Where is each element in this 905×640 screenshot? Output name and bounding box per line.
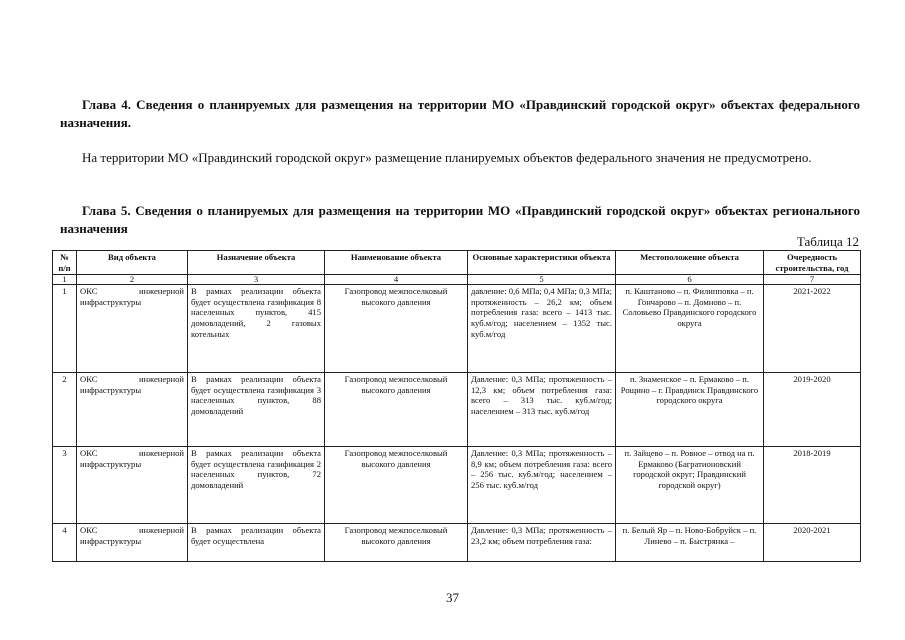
cell-year: 2019-2020 (764, 373, 861, 447)
table-label: Таблица 12 (796, 234, 859, 249)
header-num: № п/п (53, 251, 77, 275)
cell-name: Газопровод межпоселковый высокого давления (325, 447, 468, 524)
chapter4-heading: Глава 4. Сведения о планируемых для размещения на территории МО «Правдинский городской округ» объектах федерального назначения. (60, 97, 860, 130)
cell-name: Газопровод межпоселковый высокого давления (325, 373, 468, 447)
column-number: 2 (77, 275, 188, 285)
column-number: 7 (764, 275, 861, 285)
cell-specs: Давление: 0,3 МПа; протяженность – 8,9 км; объем потребления газа: всего – 256 тыс. куб.м/год; населением – 256 тыс. куб.м/год (468, 447, 616, 524)
cell-purpose: В рамках реализации объекта будет осуществлена газификация 8 населенных пунктов, 415 домовладений, 2 газовых котельных (188, 285, 325, 373)
header-type: Вид объекта (77, 251, 188, 275)
cell-year: 2020-2021 (764, 524, 861, 562)
objects-table (52, 250, 861, 562)
column-number-row (53, 275, 861, 285)
header-location: Местоположение объекта (616, 251, 764, 275)
column-number: 5 (468, 275, 616, 285)
table-row (53, 447, 861, 524)
chapter4-text: На территории МО «Правдинский городской округ» размещение планируемых объектов федерального значения не предусмотрено. (82, 150, 812, 165)
cell-type: ОКС инженерной инфраструктуры (77, 524, 188, 562)
cell-num: 1 (53, 285, 77, 373)
cell-specs: давление: 0,6 МПа; 0,4 МПа; 0,3 МПа; протяженность – 26,2 км; объем потребления газа: всего – 1413 тыс. куб.м/год; населением – 1352 тыс. куб.м/год (468, 285, 616, 373)
column-number: 3 (188, 275, 325, 285)
cell-type: ОКС инженерной инфраструктуры (77, 373, 188, 447)
cell-location: п. Зайцево – п. Ровное – отвод на п. Ермаково (Багратионовский городской округ; Правдинский городской округ) (616, 447, 764, 524)
table-row (53, 285, 861, 373)
header-year: Очередность строительства, год (764, 251, 861, 275)
cell-location: п. Каштаново – п. Филипповка – п. Гончарово – п. Домново – п. Соловьево Правдинского городского округа (616, 285, 764, 373)
cell-year: 2018-2019 (764, 447, 861, 524)
page-number: 37 (446, 590, 459, 605)
cell-purpose: В рамках реализации объекта будет осуществлена (188, 524, 325, 562)
cell-specs: Давление: 0,3 МПа; протяженность – 23,2 км; объем потребления газа: (468, 524, 616, 562)
column-number: 1 (53, 275, 77, 285)
cell-location: п. Знаменское – п. Ермаково – п. Рощино – г. Правдинск Правдинского городского округа (616, 373, 764, 447)
cell-purpose: В рамках реализации объекта будет осуществлена газификация 2 населенных пунктов, 72 домовладений (188, 447, 325, 524)
chapter5-heading: Глава 5. Сведения о планируемых для размещения на территории МО «Правдинский городской округ» объектах регионального назначения (60, 203, 860, 236)
cell-purpose: В рамках реализации объекта будет осуществлена газификация 3 населенных пунктов, 88 домовладений (188, 373, 325, 447)
table-row (53, 524, 861, 562)
header-purpose: Назначение объекта (188, 251, 325, 275)
header-specs: Основные характеристики объекта (468, 251, 616, 275)
table-row (53, 373, 861, 447)
cell-num: 4 (53, 524, 77, 562)
cell-specs: Давление: 0,3 МПа; протяженность – 12,3 км; объем потребления газа: всего – 313 тыс. куб.м/год; населением – 313 тыс. куб.м/год (468, 373, 616, 447)
cell-type: ОКС инженерной инфраструктуры (77, 447, 188, 524)
cell-num: 2 (53, 373, 77, 447)
cell-year: 2021-2022 (764, 285, 861, 373)
cell-num: 3 (53, 447, 77, 524)
cell-name: Газопровод межпоселковый высокого давления (325, 285, 468, 373)
column-number: 4 (325, 275, 468, 285)
table-header-row (53, 251, 861, 275)
header-name: Наименование объекта (325, 251, 468, 275)
cell-name: Газопровод межпоселковый высокого давления (325, 524, 468, 562)
cell-type: ОКС инженерной инфраструктуры (77, 285, 188, 373)
column-number: 6 (616, 275, 764, 285)
cell-location: п. Белый Яр – п. Ново-Бобруйск – п. Линево – п. Быстрянка – (616, 524, 764, 562)
